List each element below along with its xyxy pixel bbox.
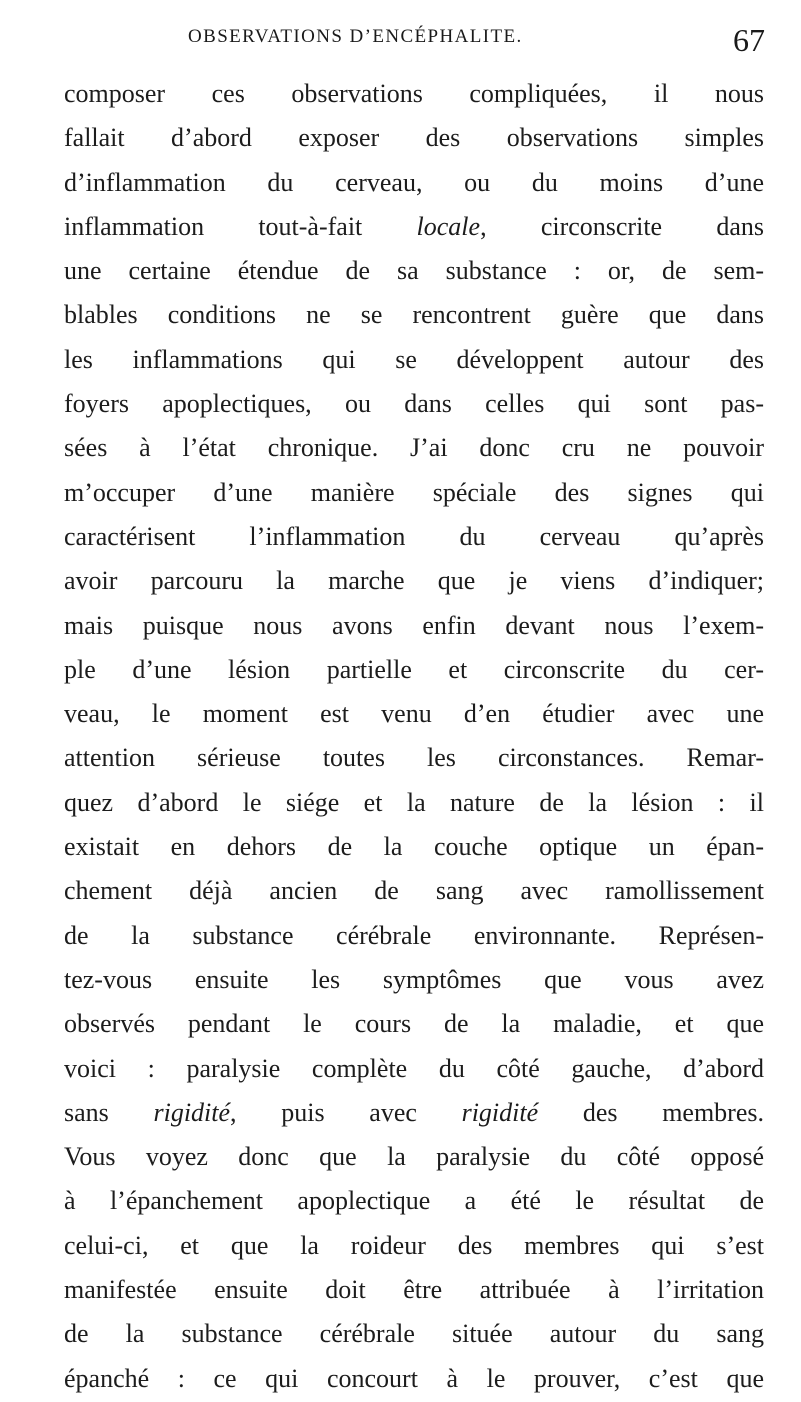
text-line	[64, 559, 764, 603]
text-segment: mais puisque nous avons enfin devant nous l’exem-	[64, 610, 764, 640]
text-line	[64, 692, 764, 736]
text-line	[64, 382, 764, 426]
text-segment: composer ces observations compliquées, il nous	[64, 79, 764, 108]
text-line	[64, 1224, 764, 1268]
text-line	[64, 205, 764, 249]
text-segment: quez d’abord le siége et la nature de la lésion : il	[64, 787, 764, 817]
text-segment: manifestée ensuite doit être attribuée à l’irritation	[64, 1275, 764, 1305]
text-line	[64, 1268, 764, 1312]
text-segment: celui-ci, et que la roideur des membres qui s’est	[64, 1230, 764, 1260]
text-line	[64, 338, 764, 382]
italic-text: locale	[416, 211, 481, 241]
text-segment: existait en dehors de la couche optique un épan-	[64, 832, 764, 862]
text-line	[64, 1312, 764, 1356]
text-segment: m’occuper d’une manière spéciale des signes qui	[64, 477, 764, 507]
text-line	[64, 958, 764, 1002]
text-line	[64, 249, 764, 293]
text-line	[64, 781, 764, 825]
text-line	[64, 648, 764, 692]
text-segment: , circonscrite dans	[480, 211, 764, 241]
text-line	[64, 1047, 764, 1091]
text-line	[64, 116, 764, 160]
text-segment: inflammation tout-à-fait	[64, 211, 417, 241]
text-line	[64, 72, 764, 116]
text-line	[64, 471, 764, 515]
italic-text: rigidité	[461, 1097, 539, 1127]
text-segment: des membres.	[538, 1097, 765, 1127]
text-segment: d’inflammation du cerveau, ou du moins d’une	[64, 167, 764, 197]
text-segment: ple d’une lésion partielle et circonscrite du cer-	[64, 654, 764, 684]
text-segment: les inflammations qui se développent autour des	[64, 344, 764, 374]
text-segment: attention sérieuse toutes les circonstances. Remar-	[64, 743, 764, 773]
text-line	[64, 1002, 764, 1046]
text-segment: tez-vous ensuite les symptômes que vous avez	[64, 964, 764, 994]
text-line	[64, 1135, 764, 1179]
text-line	[64, 604, 764, 648]
text-segment: fallait d’abord exposer des observations simples	[64, 123, 764, 153]
text-segment: Vous voyez donc que la paralysie du côté opposé	[64, 1142, 764, 1172]
text-segment: sées à l’état chronique. J’ai donc cru ne pouvoir	[64, 433, 764, 463]
text-segment: , puis avec	[230, 1097, 462, 1127]
text-line	[64, 293, 764, 337]
text-segment: à l’épanchement apoplectique a été le résultat de	[64, 1186, 764, 1216]
text-segment: chement déjà ancien de sang avec ramollissement	[64, 876, 764, 906]
text-segment: foyers apoplectiques, ou dans celles qui sont pas-	[64, 389, 764, 419]
text-segment: de la substance cérébrale environnante. Représen-	[64, 920, 764, 950]
running-head: OBSERVATIONS D’ENCÉPHALITE.	[188, 26, 523, 47]
text-segment: veau, le moment est venu d’en étudier avec une	[64, 699, 764, 729]
text-line	[64, 515, 764, 559]
text-segment: blables conditions ne se rencontrent guère que dans	[64, 300, 764, 330]
text-line	[64, 825, 764, 869]
body-text	[64, 72, 764, 1401]
text-line	[64, 1179, 764, 1223]
text-segment: épanché : ce qui concourt à le prouver, c’est que	[64, 1363, 764, 1393]
text-segment: observés pendant le cours de la maladie, et que	[64, 1009, 764, 1039]
text-line	[64, 1091, 764, 1135]
italic-text: rigidité	[153, 1097, 231, 1127]
text-segment: une certaine étendue de sa substance : or, de sem-	[64, 256, 764, 286]
text-line	[64, 1357, 764, 1401]
text-line	[64, 161, 764, 205]
text-line	[64, 426, 764, 470]
text-segment: voici : paralysie complète du côté gauche, d’abord	[64, 1053, 764, 1083]
page-number: 67	[733, 22, 765, 58]
text-segment: de la substance cérébrale située autour du sang	[64, 1319, 764, 1349]
text-segment: sans	[64, 1097, 154, 1127]
text-segment: avoir parcouru la marche que je viens d’indiquer;	[64, 566, 764, 596]
text-line	[64, 736, 764, 780]
text-line	[64, 914, 764, 958]
text-segment: caractérisent l’inflammation du cerveau qu’après	[64, 521, 764, 551]
text-line	[64, 869, 764, 913]
